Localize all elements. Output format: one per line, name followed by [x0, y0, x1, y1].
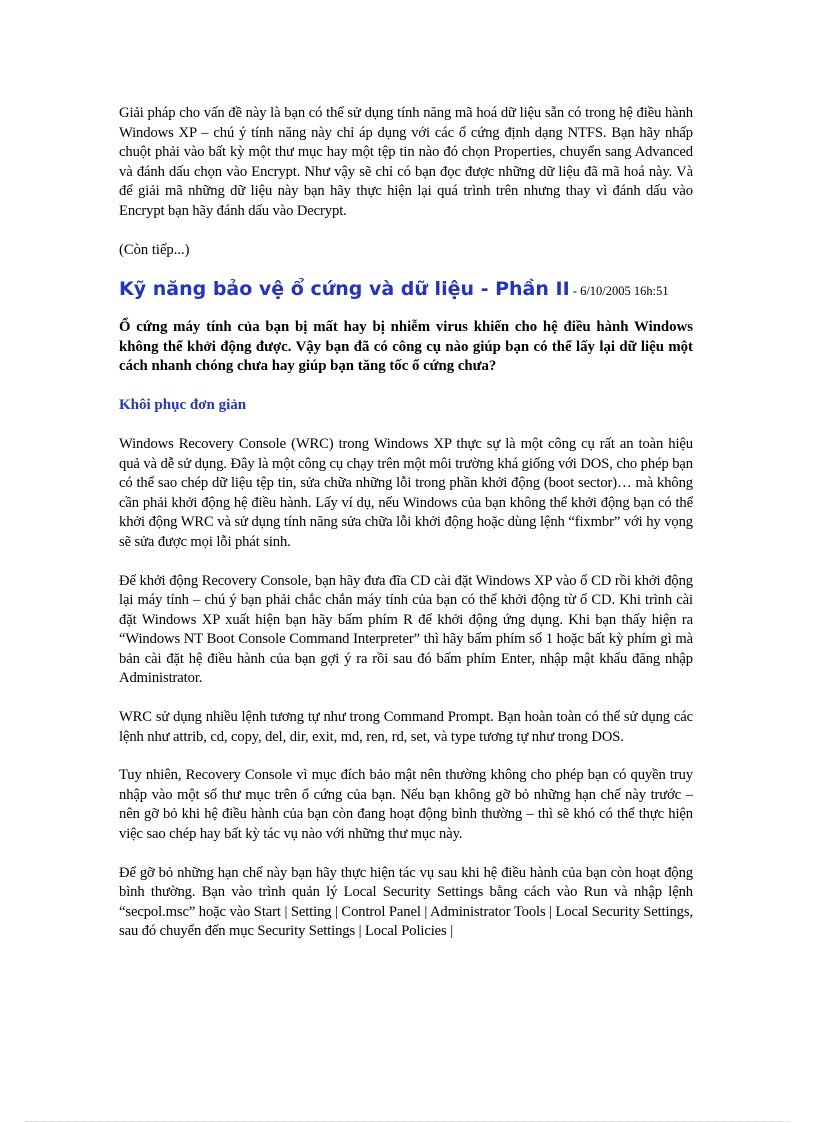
article-title: Kỹ năng bảo vệ ổ cứng và dữ liệu - Phần II: [119, 278, 570, 301]
page-bottom-divider: [26, 1121, 790, 1122]
intro-paragraph: Giải pháp cho vấn đề này là bạn có thể sử dụng tính năng mã hoá dữ liệu sẵn có trong hệ điều hành Windows XP – chú ý tính năng này chỉ áp dụng với các ổ cứng định dạng NTFS. Bạn hãy nhấp chuột phải vào bất kỳ một thư mục hay một tệp tin nào đó chọn Properties, chuyển sang Advanced và đánh dấu chọn vào Encrypt. Như vậy sẽ chỉ có bạn đọc được những dữ liệu đã mã hoá này. Và để giải mã những dữ liệu này bạn hãy thực hiện lại quá trình trên nhưng thay vì đánh dấu vào Encrypt bạn hãy đánh dấu vào Decrypt.: [119, 105, 693, 219]
article-date: - 6/10/2005 16h:51: [569, 284, 669, 299]
body-paragraph: WRC sử dụng nhiều lệnh tương tự như trong Command Prompt. Bạn hoàn toàn có thể sử dụng các lệnh như attrib, cd, copy, del, dir, exit, md, ren, rd, set, và type tương tự như trong DOS.: [119, 709, 693, 745]
article-title-line: [119, 278, 693, 300]
body-paragraph: Windows Recovery Console (WRC) trong Windows XP thực sự là một công cụ rất an toàn hiệu quả và dễ sử dụng. Đây là một công cụ chạy trên một môi trường khá giống với DOS, cho phép bạn có thể sao chép dữ liệu tệp tin, sửa chữa những lỗi trong phần khởi động (boot sector)… mà không cần phải khởi động hệ điều hành. Lấy ví dụ, nếu Windows của bạn không thể khởi động bạn có thể khởi động WRC và sử dụng tính năng sửa chữa lỗi khởi động hoặc dùng lệnh “fixmbr” với hy vọng sẽ sửa được mọi lỗi phát sinh.: [119, 435, 693, 550]
body-paragraph: Tuy nhiên, Recovery Console vì mục đích bảo mật nên thường không cho phép bạn có quyền truy nhập vào một số thư mục trên ổ cứng của bạn. Nếu bạn không gỡ bỏ những hạn chế này trước – nên gỡ bỏ khi hệ điều hành của bạn còn đang hoạt động bình thường – thì sẽ khó có thể thực hiện việc sao chép hay bất kỳ tác vụ nào với những thư mục này.: [119, 767, 693, 843]
section-heading: Khôi phục đơn giản: [119, 396, 247, 413]
document-page: [119, 104, 693, 961]
continue-note: (Còn tiếp...): [119, 241, 190, 258]
lead-paragraph: Ổ cứng máy tính của bạn bị mất hay bị nhiễm virus khiến cho hệ điều hành Windows không thể khởi động được. Vậy bạn đã có công cụ nào giúp bạn có thể lấy lại dữ liệu một cách nhanh chóng chưa hay giúp bạn tăng tốc ổ cứng chưa?: [119, 319, 693, 375]
body-paragraph: Để gỡ bỏ những hạn chế này bạn hãy thực hiện tác vụ sau khi hệ điều hành của bạn còn hoạt động bình thường. Bạn vào trình quản lý Local Security Settings bằng cách vào Run và nhập lệnh “secpol.msc” hoặc vào Start | Setting | Control Panel | Administrator Tools | Local Security Settings, sau đó chuyển đến mục Security Settings | Local Policies |: [119, 864, 693, 940]
body-paragraph: Để khởi động Recovery Console, bạn hãy đưa đĩa CD cài đặt Windows XP vào ổ CD rồi khởi động lại máy tính – chú ý bạn phải chắc chắn máy tính của bạn có thể khởi động từ ổ CD. Khi trình cài đặt Windows XP xuất hiện bạn hãy bấm phím R để khởi động ứng dụng. Khi bạn thấy hiện ra “Windows NT Boot Console Command Interpreter” thì hãy bấm phím số 1 hoặc bất kỳ phím gì mà bản cài đặt hệ điều hành của bạn gợi ý ra rồi sau đó bấm phím Enter, nhập mật khẩu đăng nhập Administrator.: [119, 572, 693, 687]
